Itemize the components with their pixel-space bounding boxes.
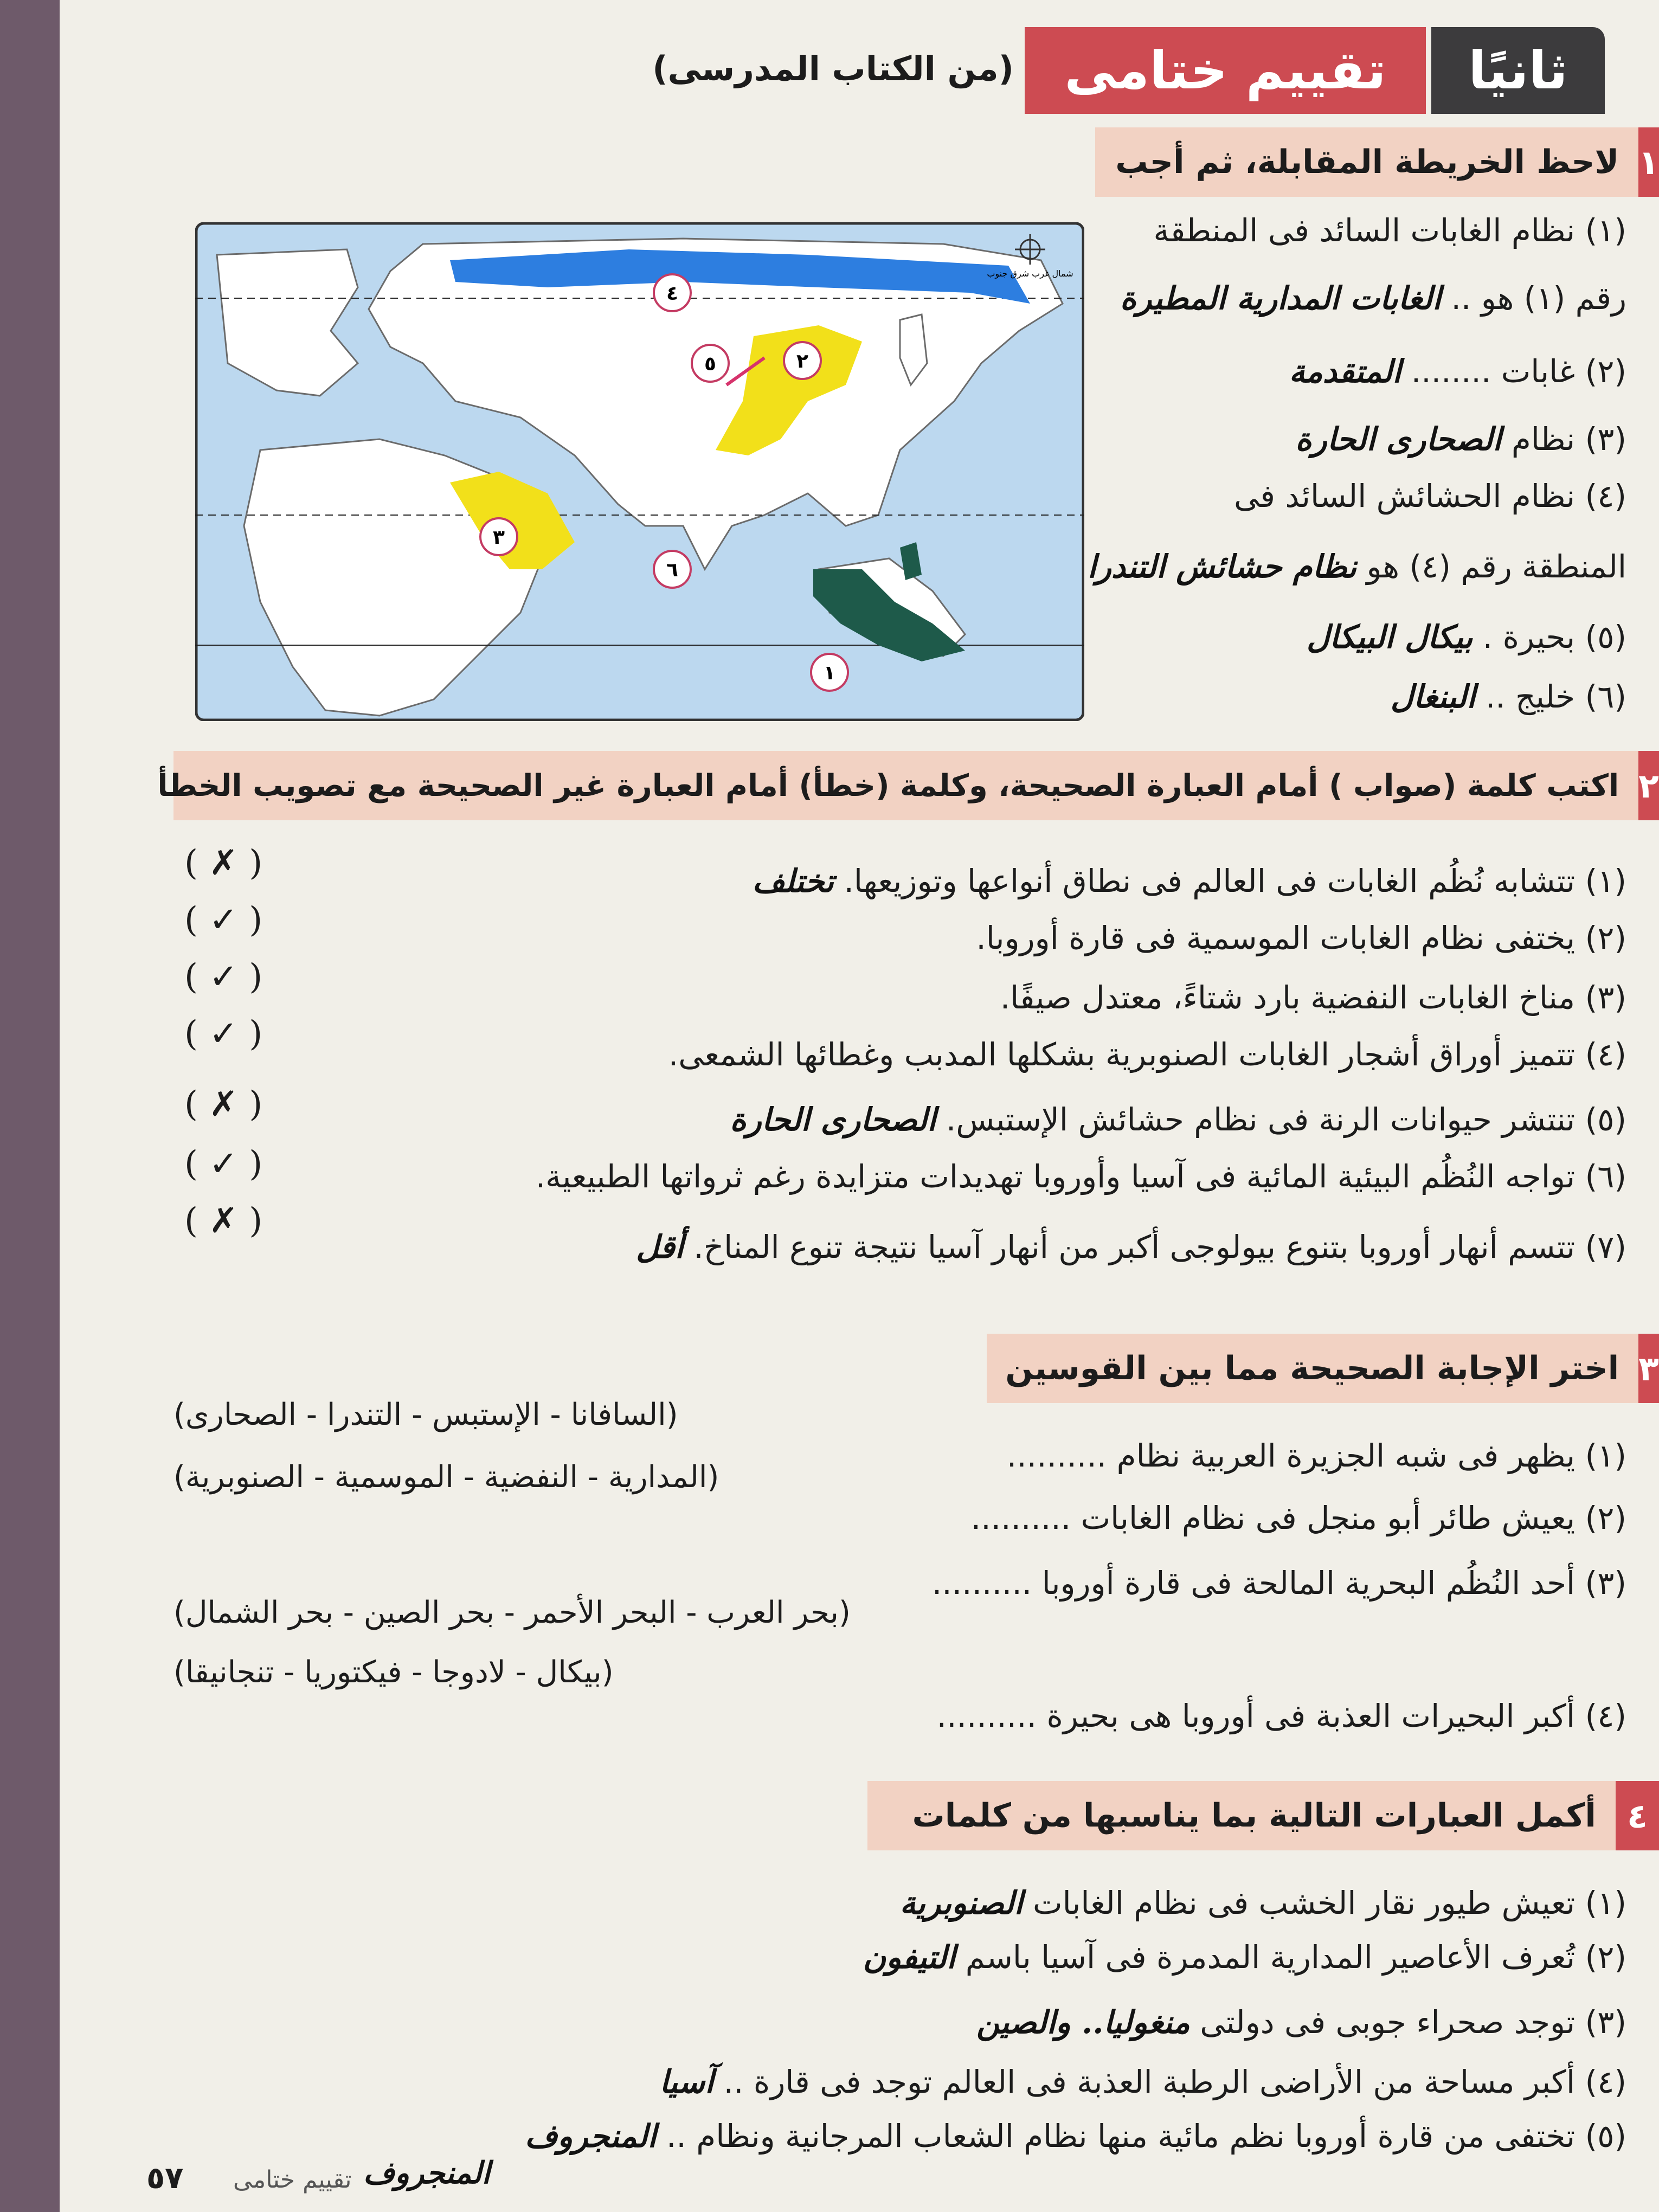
s4-item-2-answer: التيفون — [863, 1939, 956, 1976]
s2-item-1-text: (١) تتشابه نُظُم الغابات فى العالم فى نطاق أنواعها وتوزيعها. — [844, 863, 1626, 899]
map-label-2: ٢ — [796, 350, 808, 372]
s2-item-6-text: (٦) تواجه النُظُم البيئية المائية فى آسيا وأوروبا تهديدات متزايدة رغم ثرواتها الطبيعية. — [535, 1158, 1626, 1195]
s3-item-3-options: (بحر العرب - البحر الأحمر - بحر الصين - بحر الشمال) — [173, 1595, 851, 1630]
s4-item-5 — [525, 2114, 1626, 2158]
section-1-bar — [1095, 127, 1659, 197]
s1-q2-line — [1289, 350, 1626, 393]
page-number: ٥٧ — [146, 2160, 184, 2196]
section-4-bar — [867, 1781, 1659, 1850]
s1-q2-answer: المتقدمة — [1289, 353, 1401, 390]
s1-q6-answer: البنغال — [1390, 678, 1476, 715]
s1-q6-line — [1391, 675, 1626, 718]
s3-item-2-options: (المدارية - النفضية - الموسمية - الصنوبرية) — [173, 1459, 719, 1495]
section-3-number: ٣ — [1638, 1334, 1659, 1403]
s2-item-5-mark: ( ✗ ) — [184, 1084, 263, 1124]
s1-q4-line-b — [1088, 545, 1626, 588]
s4-item-4-text: (٤) أكبر مساحة من الأراضى الرطبة العذبة فى العالم توجد فى قارة .. — [723, 2063, 1626, 2100]
s4-item-3-answer: منغوليا.. والصين — [976, 2004, 1190, 2041]
s2-item-2 — [976, 916, 1626, 960]
compass-label: شمال غرب شرق جنوب — [987, 268, 1073, 279]
s2-item-4 — [668, 1033, 1626, 1076]
section-1-title: لاحظ الخريطة المقابلة، ثم أجب — [1115, 143, 1619, 181]
s1-q2-prefix: (٢) غابات ........ — [1411, 353, 1626, 390]
section-3-title: اختر الإجابة الصحيحة مما بين القوسين — [1005, 1349, 1619, 1387]
s1-q3-answer: الصحارى الحارة — [1295, 421, 1502, 458]
s1-q1-line-a: (١) نظام الغابات السائد فى المنطقة — [1153, 212, 1626, 249]
s1-q3-prefix: (٣) نظام — [1511, 421, 1626, 458]
s4-item-2-text: (٢) تُعرف الأعاصير المدارية المدمرة فى آسيا باسم — [965, 1939, 1626, 1976]
s1-q3-line — [1295, 417, 1626, 461]
map-label-4: ٤ — [666, 282, 678, 305]
s4-item-1 — [900, 1881, 1626, 1925]
s2-item-5-text: (٥) تنتشر حيوانات الرنة فى نظام حشائش الإستبس. — [946, 1101, 1626, 1138]
s1-q4-answer: نظام حشائش التندرا — [1087, 548, 1357, 585]
section-4-number: ٤ — [1616, 1781, 1659, 1850]
workbook-page — [60, 0, 1659, 2212]
s3-item-1-options: (السافانا - الإستبس - التندرا - الصحارى) — [173, 1397, 678, 1432]
s2-item-2-text: (٢) يختفى نظام الغابات الموسمية فى قارة أوروبا. — [976, 919, 1626, 956]
s3-item-1: (١) يظهر فى شبه الجزيرة العربية نظام .......... — [1006, 1437, 1626, 1474]
map-label-1: ١ — [824, 662, 835, 684]
s2-item-7-text: (٧) تتسم أنهار أوروبا بتنوع بيولوجى أكبر من أنهار آسيا نتيجة تنوع المناخ. — [693, 1229, 1626, 1265]
s4-extra-handwriting: المنجروف — [363, 2155, 491, 2191]
s2-item-1-correction: تختلف — [752, 863, 834, 899]
footer-label: تقييم ختامى — [233, 2166, 352, 2194]
s1-q4-prefix: المنطقة رقم (٤) هو — [1366, 548, 1626, 585]
s2-item-3 — [1000, 976, 1626, 1019]
s2-item-7-correction: أقل — [636, 1229, 684, 1265]
map-label-3: ٣ — [493, 526, 505, 549]
from-book-label: (من الكتاب المدرسى) — [652, 49, 1014, 88]
s4-item-5-text: (٥) تختفى من قارة أوروبا نظم مائية منها نظام الشعاب المرجانية ونظام .. — [666, 2118, 1626, 2155]
s4-item-3-text: (٣) توجد صحراء جوبى فى دولتى — [1200, 2004, 1626, 2041]
s4-item-4-answer: آسيا — [659, 2063, 714, 2100]
s4-item-5-answer: المنجروف — [525, 2118, 657, 2155]
s2-item-6 — [536, 1155, 1626, 1198]
s3-item-4: (٤) أكبر البحيرات العذبة فى أوروبا هى بحيرة .......... — [936, 1697, 1626, 1734]
s2-item-1 — [753, 859, 1626, 903]
s2-item-5 — [730, 1098, 1626, 1141]
s1-q1-answer: الغابات المدارية المطيرة — [1120, 280, 1442, 317]
s3-item-3: (٣) أحد النُظُم البحرية المالحة فى قارة أوروبا .......... — [931, 1565, 1626, 1602]
s3-item-4-options: (بيكال - لادوجا - فيكتوريا - تنجانيقا) — [173, 1655, 614, 1690]
s2-item-3-mark: ( ✓ ) — [184, 957, 263, 997]
s2-item-3-text: (٣) مناخ الغابات النفضية بارد شتاءً، معتدل صيفًا. — [1000, 979, 1626, 1016]
s1-q5-answer: بيكال البيكال — [1307, 619, 1473, 655]
map-label-5: ٥ — [704, 353, 716, 375]
section-second-label: ثانيًا — [1431, 27, 1605, 114]
s2-item-1-mark: ( ✗ ) — [184, 843, 263, 883]
s4-item-2 — [863, 1935, 1626, 1979]
section-1-number: ١ — [1638, 127, 1659, 197]
s1-q6-prefix: (٦) خليج .. — [1485, 678, 1626, 715]
final-evaluation-title: تقييم ختامى — [1025, 27, 1426, 114]
s4-item-1-answer: الصنوبرية — [899, 1885, 1023, 1921]
s2-item-4-text: (٤) تتميز أوراق أشجار الغابات الصنوبرية بشكلها المدبب وغطائها الشمعى. — [668, 1036, 1626, 1073]
s4-item-3 — [976, 2001, 1626, 2044]
s4-item-4 — [659, 2060, 1626, 2104]
s1-q5-line — [1307, 615, 1626, 659]
s1-q5-prefix: (٥) بحيرة . — [1482, 619, 1626, 655]
section-3-bar — [987, 1334, 1659, 1403]
map-label-6: ٦ — [666, 559, 678, 581]
s1-q1-prefix: رقم (١) هو .. — [1451, 280, 1626, 317]
s2-item-2-mark: ( ✓ ) — [184, 900, 263, 940]
world-map — [195, 222, 1084, 721]
s1-q1-line-b — [1120, 276, 1626, 320]
s2-item-4-mark: ( ✓ ) — [184, 1014, 263, 1054]
section-2-title: اكتب كلمة (صواب ) أمام العبارة الصحيحة، وكلمة (خطأ) أمام العبارة غير الصحيحة مع تصويب الخطأ — [157, 768, 1619, 803]
s3-item-2: (٢) يعيش طائر أبو منجل فى نظام الغابات .......... — [970, 1500, 1626, 1536]
s4-item-1-text: (١) تعيش طيور نقار الخشب فى نظام الغابات — [1033, 1885, 1626, 1921]
s1-q4-line-a: (٤) نظام الحشائش السائد فى — [1233, 478, 1626, 515]
s2-item-7 — [636, 1225, 1626, 1269]
s2-item-5-correction: الصحارى الحارة — [730, 1101, 936, 1138]
section-2-bar — [157, 751, 1659, 820]
s2-item-7-mark: ( ✗ ) — [184, 1201, 263, 1241]
section-4-title: أكمل العبارات التالية بما يناسبها من كلمات — [912, 1797, 1596, 1835]
s2-item-6-mark: ( ✓ ) — [184, 1144, 263, 1184]
section-2-number: ٢ — [1638, 751, 1659, 820]
